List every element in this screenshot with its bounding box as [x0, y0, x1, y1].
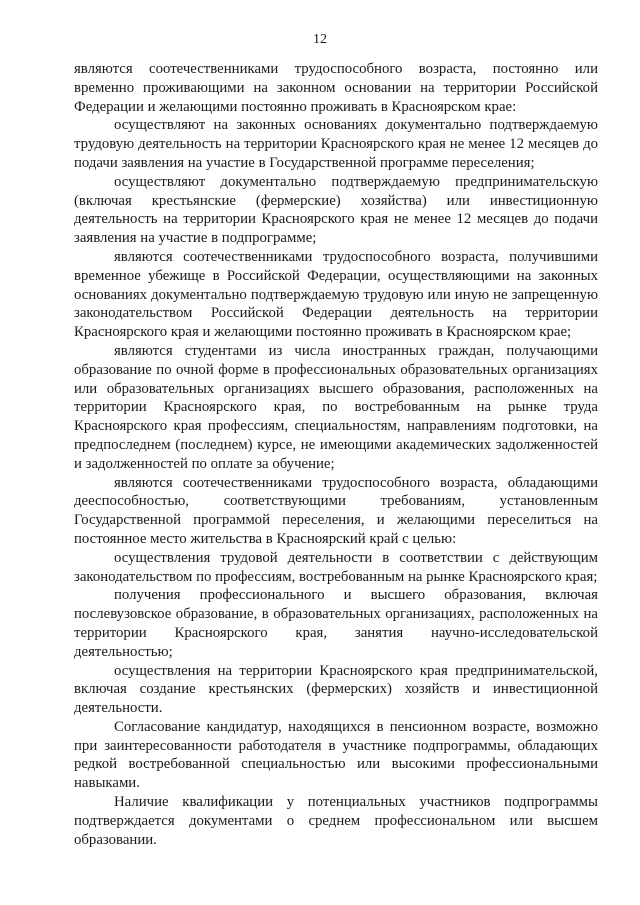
paragraph: получения профессионального и высшего образования, включая послевузовское образование, в образовательных организациях, расположенных на территории Красноярского края, занятия научно-исследовательской деятельностью; [74, 587, 598, 660]
page-number: 12 [313, 32, 327, 47]
paragraph: являются соотечественниками трудоспособного возраста, постоянно или временно проживающими на законном основании на территории Российской Федерации и желающими постоянно проживать в Красноярском крае: [74, 61, 598, 115]
paragraph: Согласование кандидатур, находящихся в пенсионном возрасте, возможно при заинтересованности работодателя в участнике подпрограммы, обладающих редкой востребованной специальностью или высокими профессиональными навыками. [74, 718, 598, 792]
paragraph: являются студентами из числа иностранных граждан, получающими образование по очной форме в профессиональных образовательных организациях или образовательных организациях высшего образования, расположенных на территории Красноярского края, по востребованным на рынке труда Красноярского края профессиям, специальностям, направлениям подготовки, на предпоследнем (последнем) курсе, не имеющими академических задолженностей и задолженностей по оплате за обучение; [74, 342, 598, 472]
paragraph: являются соотечественниками трудоспособного возраста, обладающими дееспособностью, соответствующими требованиям, установленным Государственной программой переселения, и желающими переселиться на постоянное место жительства в Красноярский край с целью: [74, 474, 598, 547]
paragraph: Наличие квалификации у потенциальных участников подпрограммы подтверждается документами о среднем профессиональном или высшем образовании. [74, 794, 598, 848]
paragraph: осуществляют документально подтверждаемую предпринимательскую (включая крестьянские (фермерские) хозяйства) или инвестиционную деятельность на территории Красноярского края не менее 12 месяцев до подачи заявления на участие в подпрограмме; [74, 173, 598, 247]
paragraph: осуществляют на законных основаниях документально подтверждаемую трудовую деятельность на территории Красноярского края не менее 12 месяцев до подачи заявления на участие в Государственной программе переселения; [74, 117, 598, 171]
paragraph: осуществления трудовой деятельности в соответствии с действующим законодательством по профессиям, востребованным на рынке Красноярского края; [74, 549, 598, 585]
paragraph: осуществления на территории Красноярского края предпринимательской, включая создание крестьянских (фермерских) хозяйств и инвестиционной деятельности. [74, 662, 598, 717]
paragraph: являются соотечественниками трудоспособного возраста, получившими временное убежище в Российской Федерации, осуществляющими на законных основаниях документально подтверждаемую трудовую или иную не запрещенную законодательством Российской Федерации деятельность на территории Красноярского края и желающими постоянно проживать в Красноярском крае; [74, 248, 598, 341]
document-body [74, 60, 598, 849]
